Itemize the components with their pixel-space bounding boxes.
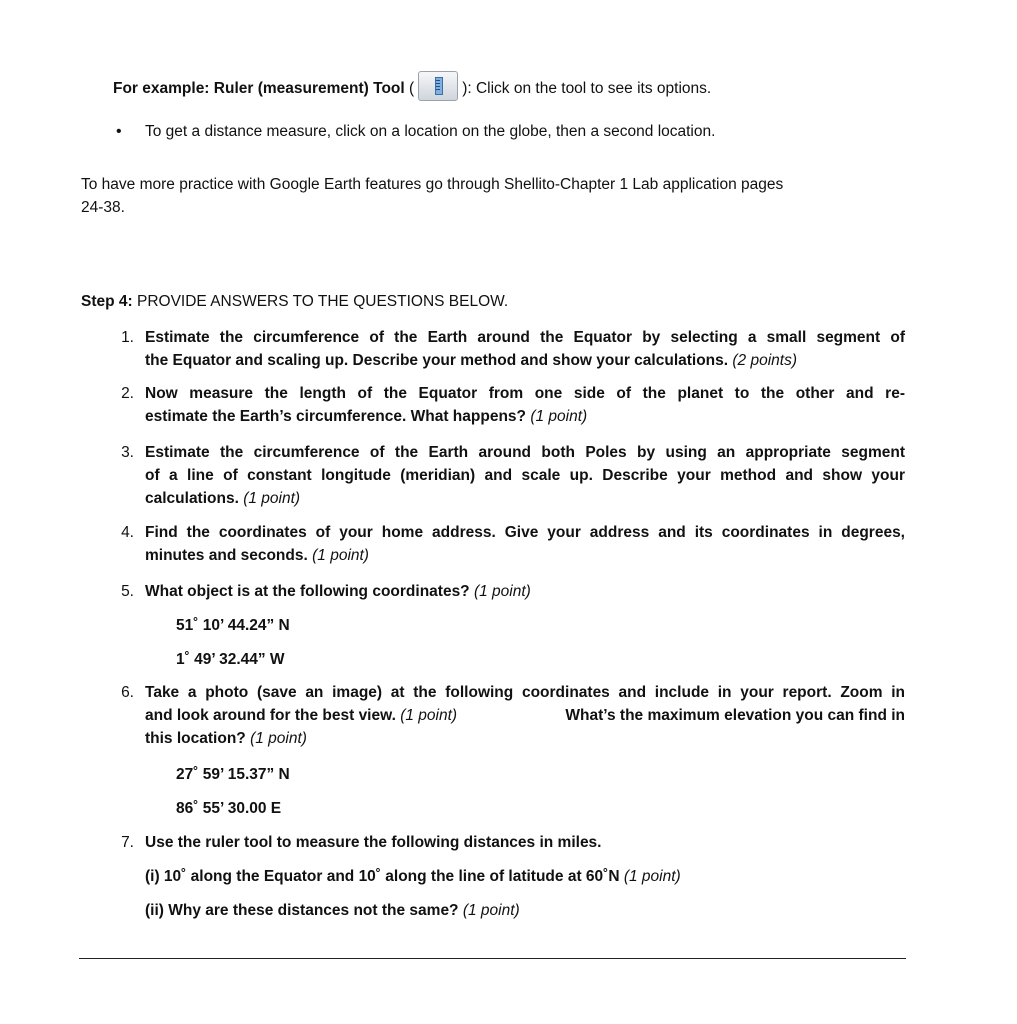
question-2	[145, 382, 905, 428]
question-5-coord-lon: 1˚ 49’ 32.44” W	[176, 651, 285, 668]
question-7: Use the ruler tool to measure the following distances in miles.	[145, 834, 602, 851]
question-2-number: 2.	[121, 385, 134, 402]
question-1-points: (2 points)	[732, 352, 798, 369]
question-1-line-2-wrap	[145, 349, 905, 372]
question-6-line-3-wrap	[145, 727, 905, 750]
example-text: Click on the tool to see its options.	[475, 80, 712, 98]
step-label: Step 4:	[81, 293, 133, 310]
question-5-number: 5.	[121, 583, 134, 600]
question-1-line-1: Estimate the circumference of the Earth around the Equator by selecting a small segment of	[145, 329, 905, 346]
question-2-points: (1 point)	[530, 408, 588, 425]
question-3-line-3-wrap	[145, 487, 905, 510]
step-text: PROVIDE ANSWERS TO THE QUESTIONS BELOW.	[137, 293, 509, 310]
question-4	[145, 521, 905, 567]
footer-divider	[79, 958, 906, 959]
question-7-sub-2-points: (1 point)	[462, 902, 520, 919]
question-4-line-1: Find the coordinates of your home address. Give your address and its coordinates in degrees,	[145, 524, 905, 541]
question-5-line-1: What object is at the following coordinates?	[145, 583, 470, 600]
example-line	[113, 77, 711, 101]
question-4-points: (1 point)	[312, 547, 369, 564]
question-6-points-b: (1 point)	[250, 730, 307, 747]
question-7-sub-1-points: (1 point)	[623, 868, 681, 885]
question-7-sub-1-text: (i) 10˚ along the Equator and 10˚ along the line of latitude at 60˚N	[145, 868, 620, 885]
ruler-icon	[418, 71, 458, 101]
question-4-line-2: minutes and seconds.	[145, 547, 308, 564]
step-heading	[81, 290, 508, 313]
ruler-glyph	[435, 77, 443, 95]
question-3	[145, 441, 905, 510]
question-6-line-1: Take a photo (save an image) at the following coordinates and include in your report. Zoom in	[145, 684, 905, 701]
question-7-number: 7.	[121, 834, 134, 851]
question-6-line-2a-wrap	[145, 704, 457, 727]
question-1-number: 1.	[121, 329, 134, 346]
question-3-points: (1 point)	[243, 490, 301, 507]
practice-line-2: 24-38.	[81, 199, 125, 216]
question-2-line-1: Now measure the length of the Equator from one side of the planet to the other and re-	[145, 385, 905, 402]
question-6-line-2-wrap	[145, 704, 905, 727]
question-6-line-2b: What’s the maximum elevation you can find in	[565, 707, 905, 724]
question-7-sub-2	[145, 899, 520, 922]
example-lead: For example: Ruler (measurement) Tool	[113, 80, 405, 98]
bullet-text: To get a distance measure, click on a location on the globe, then a second location.	[145, 123, 716, 140]
question-7-sub-2-text: (ii) Why are these distances not the same?	[145, 902, 459, 919]
question-4-number: 4.	[121, 524, 134, 541]
question-6-number: 6.	[121, 684, 134, 701]
question-6	[145, 681, 905, 750]
question-4-line-2-wrap	[145, 544, 905, 567]
question-1-line-2: the Equator and scaling up. Describe your method and show your calculations.	[145, 352, 729, 369]
question-2-line-2-wrap	[145, 405, 905, 428]
practice-line-1: To have more practice with Google Earth features go through Shellito-Chapter 1 Lab application pages	[81, 176, 784, 193]
question-3-line-2: of a line of constant longitude (meridian) and scale up. Describe your method and show your	[145, 467, 905, 484]
question-7-sub-1	[145, 865, 681, 888]
question-3-number: 3.	[121, 444, 134, 461]
question-5-points: (1 point)	[473, 583, 531, 600]
question-6-points-a: (1 point)	[400, 707, 458, 724]
question-6-line-3: this location?	[145, 730, 246, 747]
question-5-coord-lat: 51˚ 10’ 44.24” N	[176, 617, 290, 634]
question-6-line-2a: and look around for the best view.	[145, 707, 396, 724]
bullet-symbol: •	[116, 123, 122, 140]
example-open-paren: (	[409, 80, 415, 98]
question-1	[145, 326, 905, 372]
question-3-line-1: Estimate the circumference of the Earth around both Poles by using an appropriate segment	[145, 444, 905, 461]
question-3-line-3: calculations.	[145, 490, 239, 507]
example-close: ):	[462, 80, 472, 98]
question-2-line-2: estimate the Earth’s circumference. What happens?	[145, 408, 527, 425]
question-6-coord-lat: 27˚ 59’ 15.37” N	[176, 766, 290, 783]
question-5	[145, 580, 905, 603]
question-6-coord-lon: 86˚ 55’ 30.00 E	[176, 800, 282, 817]
